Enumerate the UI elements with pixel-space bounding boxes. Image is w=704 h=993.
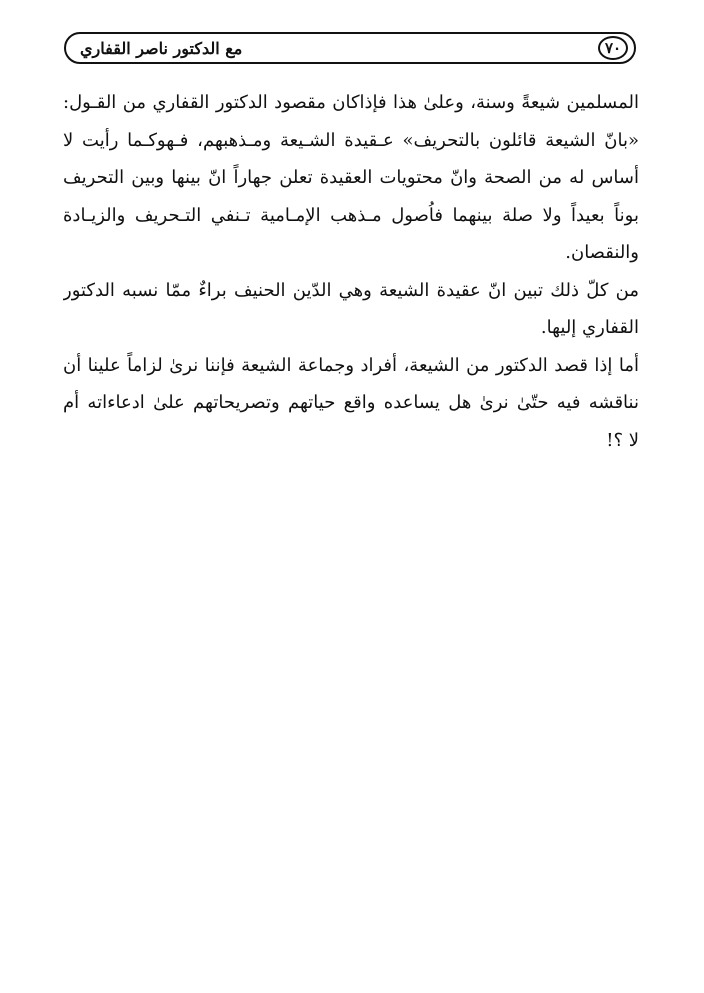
text-line: من كلّ ذلك تبين انّ عقيدة الشيعة وهي الدّين الحنيف براءٌ ممّا نسبه الدكتور — [63, 279, 639, 301]
body-text — [63, 84, 639, 459]
text-line: «بانّ الشيعة قائلون بالتحريف» عـقيدة الشـيعة ومـذهبهم، فـهوكـما رأيت لا — [63, 129, 639, 151]
text-line: بوناً بعيداً ولا صلة بينهما فاُصول مـذهب الإمـامية تـنفي التـحريف والزيـادة — [63, 204, 639, 226]
text-line: والنقصان. — [565, 242, 639, 263]
text-line: أما إذا قصد الدكتور من الشيعة، أفراد وجماعة الشيعة فإننا نرىٰ لزاماً علينا أن — [63, 354, 639, 376]
running-title: مع الدكتور ناصر القفاري — [80, 39, 243, 58]
text-line: القفاري إليها. — [540, 317, 639, 338]
text-line: أساس له من الصحة وانّ محتويات العقيدة تعلن جهاراً انّ بينها وبين التحريف — [63, 167, 639, 188]
page-number: ٧٠ — [598, 36, 628, 60]
text-line: نناقشه فيه حتّىٰ نرىٰ هل يساعده واقع حياتهم وتصريحاتهم علىٰ ادعاءاته أم — [63, 392, 639, 413]
text-line: المسلمين شيعةً وسنة، وعلىٰ هذا فإذاكان مقصود الدكتور القفاري من القـول: — [63, 92, 639, 113]
page-header — [64, 32, 636, 64]
text-line: لا ؟! — [606, 429, 639, 451]
